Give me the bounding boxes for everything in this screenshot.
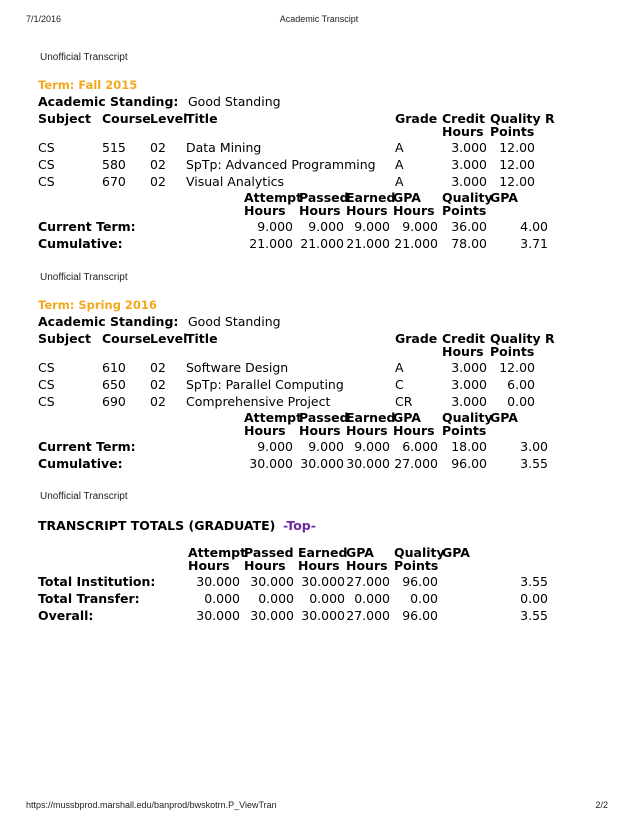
col-earned: Earned xyxy=(298,545,348,560)
course-number: 650 xyxy=(102,377,126,392)
gpa-hours: 9.000 xyxy=(402,219,438,234)
course-credit: 3.000 xyxy=(451,157,487,172)
course-level: 02 xyxy=(150,360,166,375)
earned-hours: 21.000 xyxy=(346,236,390,251)
gpa-hours: 6.000 xyxy=(402,439,438,454)
col-passed-hours: Hours xyxy=(244,558,286,573)
course-level: 02 xyxy=(150,377,166,392)
course-quality: 12.00 xyxy=(499,360,535,375)
course-number: 515 xyxy=(102,140,126,155)
gpa: 3.55 xyxy=(520,456,548,471)
gpa: 3.55 xyxy=(520,574,548,589)
course-grade: A xyxy=(395,157,404,172)
col-quality-points: Points xyxy=(442,423,487,438)
col-attempt-hours: Hours xyxy=(244,423,286,438)
col-quality-points: Points xyxy=(490,124,535,139)
row-label: Current Term: xyxy=(38,439,136,454)
col-title: Title xyxy=(186,331,218,346)
attempt-hours: 0.000 xyxy=(204,591,240,606)
quality-points: 96.00 xyxy=(402,574,438,589)
col-subject: Subject xyxy=(38,111,91,126)
col-attempt: Attempt xyxy=(244,190,303,205)
col-gpa: GPA xyxy=(393,410,421,425)
unofficial-transcript-label: Unofficial Transcript xyxy=(40,272,128,283)
col-passed-hours: Hours xyxy=(299,203,341,218)
col-earned-hours: Hours xyxy=(346,203,388,218)
attempt-hours: 30.000 xyxy=(249,456,293,471)
col-quality: Quality xyxy=(394,545,445,560)
col-gpa-2: GPA xyxy=(442,545,470,560)
col-passed-hours: Hours xyxy=(299,423,341,438)
quality-points: 78.00 xyxy=(451,236,487,251)
col-attempt-hours: Hours xyxy=(244,203,286,218)
col-gpa: GPA xyxy=(393,190,421,205)
col-title: Title xyxy=(186,111,218,126)
col-credit: Credit xyxy=(442,111,486,126)
earned-hours: 30.000 xyxy=(301,608,345,623)
course-number: 670 xyxy=(102,174,126,189)
earned-hours: 0.000 xyxy=(309,591,345,606)
row-label: Cumulative: xyxy=(38,456,123,471)
col-credit-hours: Hours xyxy=(442,124,484,139)
col-quality-points: Points xyxy=(490,344,535,359)
col-earned: Earned xyxy=(346,410,396,425)
gpa: 3.00 xyxy=(520,439,548,454)
print-date: 7/1/2016 xyxy=(26,14,62,24)
course-subject: CS xyxy=(38,394,55,409)
col-course: Course xyxy=(102,111,151,126)
earned-hours: 9.000 xyxy=(354,219,390,234)
course-title: Software Design xyxy=(186,360,289,375)
col-quality-points: Points xyxy=(442,203,487,218)
course-subject: CS xyxy=(38,360,55,375)
col-gpa-2: GPA xyxy=(490,410,518,425)
col-attempt: Attempt xyxy=(188,545,247,560)
passed-hours: 0.000 xyxy=(258,591,294,606)
gpa-hours: 21.000 xyxy=(394,236,438,251)
col-gpa-2: GPA xyxy=(490,190,518,205)
course-quality: 12.00 xyxy=(499,174,535,189)
col-gpa-hours: Hours xyxy=(346,558,388,573)
col-quality: Quality xyxy=(442,410,493,425)
col-attempt-hours: Hours xyxy=(188,558,230,573)
col-credit: Credit xyxy=(442,331,486,346)
academic-standing-value: Good Standing xyxy=(188,94,281,109)
course-title: SpTp: Parallel Computing xyxy=(186,377,344,392)
col-gpa-hours: Hours xyxy=(393,423,435,438)
col-attempt: Attempt xyxy=(244,410,303,425)
course-grade: A xyxy=(395,140,404,155)
course-title: Comprehensive Project xyxy=(186,394,331,409)
course-subject: CS xyxy=(38,174,55,189)
col-passed: Passed xyxy=(299,410,349,425)
passed-hours: 21.000 xyxy=(300,236,344,251)
course-grade: A xyxy=(395,174,404,189)
row-label: Total Institution: xyxy=(38,574,156,589)
passed-hours: 30.000 xyxy=(250,574,294,589)
attempt-hours: 9.000 xyxy=(257,219,293,234)
gpa-hours: 27.000 xyxy=(346,574,390,589)
course-credit: 3.000 xyxy=(451,140,487,155)
gpa-hours: 27.000 xyxy=(394,456,438,471)
course-number: 690 xyxy=(102,394,126,409)
attempt-hours: 30.000 xyxy=(196,608,240,623)
course-credit: 3.000 xyxy=(451,394,487,409)
print-title: Academic Transcipt xyxy=(279,14,359,24)
row-label: Total Transfer: xyxy=(38,591,140,606)
course-quality: 12.00 xyxy=(499,157,535,172)
academic-standing-value: Good Standing xyxy=(188,314,281,329)
course-quality: 0.00 xyxy=(507,394,535,409)
course-level: 02 xyxy=(150,394,166,409)
print-page-number: 2/2 xyxy=(595,800,608,810)
course-title: Data Mining xyxy=(186,140,262,155)
gpa: 3.55 xyxy=(520,608,548,623)
col-gpa: GPA xyxy=(346,545,374,560)
course-title: SpTp: Advanced Programming xyxy=(186,157,376,172)
term-title: Term: Fall 2015 xyxy=(38,78,138,92)
col-quality: Quality R xyxy=(490,111,555,126)
passed-hours: 9.000 xyxy=(308,219,344,234)
col-level: Level xyxy=(150,331,188,346)
academic-standing-label: Academic Standing: xyxy=(38,314,179,329)
earned-hours: 30.000 xyxy=(301,574,345,589)
col-credit-hours: Hours xyxy=(442,344,484,359)
course-subject: CS xyxy=(38,157,55,172)
quality-points: 36.00 xyxy=(451,219,487,234)
course-level: 02 xyxy=(150,174,166,189)
gpa: 3.71 xyxy=(520,236,548,251)
academic-standing-label: Academic Standing: xyxy=(38,94,179,109)
gpa: 0.00 xyxy=(520,591,548,606)
print-url: https://mussbprod.marshall.edu/banprod/bwskotrn.P_ViewTran xyxy=(26,800,277,810)
earned-hours: 30.000 xyxy=(346,456,390,471)
course-subject: CS xyxy=(38,140,55,155)
col-subject: Subject xyxy=(38,331,91,346)
row-label: Current Term: xyxy=(38,219,136,234)
unofficial-transcript-label: Unofficial Transcript xyxy=(40,491,128,502)
attempt-hours: 30.000 xyxy=(196,574,240,589)
gpa: 4.00 xyxy=(520,219,548,234)
col-quality-points: Points xyxy=(394,558,439,573)
row-label: Overall: xyxy=(38,608,94,623)
passed-hours: 9.000 xyxy=(308,439,344,454)
quality-points: 0.00 xyxy=(410,591,438,606)
col-earned-hours: Hours xyxy=(346,423,388,438)
row-label: Cumulative: xyxy=(38,236,123,251)
course-level: 02 xyxy=(150,140,166,155)
course-level: 02 xyxy=(150,157,166,172)
gpa-hours: 0.000 xyxy=(354,591,390,606)
col-earned: Earned xyxy=(346,190,396,205)
gpa-hours: 27.000 xyxy=(346,608,390,623)
col-passed: Passed xyxy=(244,545,294,560)
course-subject: CS xyxy=(38,377,55,392)
course-title: Visual Analytics xyxy=(186,174,285,189)
col-level: Level xyxy=(150,111,188,126)
col-grade: Grade xyxy=(395,331,438,346)
passed-hours: 30.000 xyxy=(250,608,294,623)
top-link[interactable]: -Top- xyxy=(283,518,316,533)
course-quality: 6.00 xyxy=(507,377,535,392)
attempt-hours: 9.000 xyxy=(257,439,293,454)
course-grade: C xyxy=(395,377,404,392)
quality-points: 18.00 xyxy=(451,439,487,454)
col-grade: Grade xyxy=(395,111,438,126)
term-title: Term: Spring 2016 xyxy=(38,298,157,312)
attempt-hours: 21.000 xyxy=(249,236,293,251)
course-number: 610 xyxy=(102,360,126,375)
earned-hours: 9.000 xyxy=(354,439,390,454)
quality-points: 96.00 xyxy=(402,608,438,623)
course-credit: 3.000 xyxy=(451,360,487,375)
quality-points: 96.00 xyxy=(451,456,487,471)
course-grade: A xyxy=(395,360,404,375)
transcript-totals-title: TRANSCRIPT TOTALS (GRADUATE) xyxy=(38,518,276,533)
col-course: Course xyxy=(102,331,151,346)
course-grade: CR xyxy=(395,394,413,409)
col-earned-hours: Hours xyxy=(298,558,340,573)
col-quality: Quality R xyxy=(490,331,555,346)
col-quality: Quality xyxy=(442,190,493,205)
course-credit: 3.000 xyxy=(451,174,487,189)
col-passed: Passed xyxy=(299,190,349,205)
unofficial-transcript-label: Unofficial Transcript xyxy=(40,52,128,63)
course-quality: 12.00 xyxy=(499,140,535,155)
course-number: 580 xyxy=(102,157,126,172)
course-credit: 3.000 xyxy=(451,377,487,392)
passed-hours: 30.000 xyxy=(300,456,344,471)
col-gpa-hours: Hours xyxy=(393,203,435,218)
